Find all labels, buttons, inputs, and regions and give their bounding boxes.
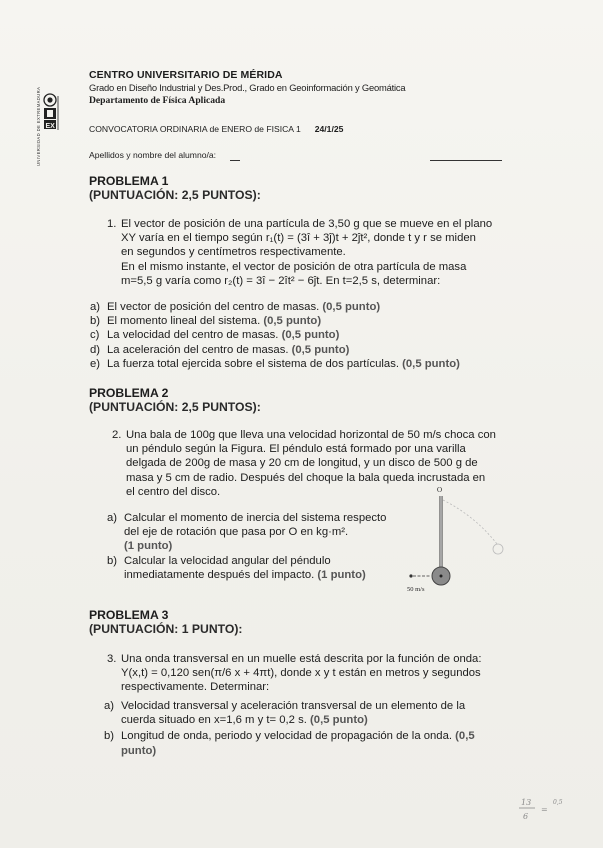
list-item: b) Longitud de onda, periodo y velocidad de propagación de la onda. (0,5 <box>104 730 475 743</box>
degree-programs: Grado en Diseño Industrial y Des.Prod., Grado en Geoinformación y Geomática <box>89 82 406 93</box>
pendulum-figure <box>405 486 517 596</box>
pivot-label: O <box>437 486 443 494</box>
convocatoria-text: CONVOCATORIA ORDINARIA de ENERO de FISICA 1 <box>89 124 301 134</box>
problem-3-points: (PUNTUACIÓN: 1 PUNTO): <box>89 622 243 636</box>
list-item: b) Calcular la velocidad angular del péndulo <box>107 554 331 567</box>
list-item: c) La velocidad del centro de masas. (0,5 punto) <box>90 329 340 342</box>
problem-2-number: 2. <box>112 429 122 441</box>
problem-3-title: PROBLEMA 3 <box>89 608 169 622</box>
problem-2-points: (PUNTUACIÓN: 2,5 PUNTOS): <box>89 400 261 414</box>
svg-text:0,5: 0,5 <box>553 799 563 806</box>
institution-name: CENTRO UNIVERSITARIO DE MÉRIDA <box>89 69 283 81</box>
problem-2-title: PROBLEMA 2 <box>89 386 169 400</box>
problem-2-items: a) Calcular el momento de inercia del sistema respecto del eje de rotación que pasa por O en kg·m². (1 punto) b) Calcular la velocidad angular del péndulo inmediatamente después del impacto. (1 punto) <box>107 512 387 581</box>
problem-2-statement: 2. Una bala de 100g que lleva una velocidad horizontal de 50 m/s choca con un péndulo según la Figura. El péndulo está formado por una varilla delgada de 200g de masa y 20 cm de longitud, y un disco de 500 g de masa y 5 cm de radio. Después del choque la bala queda incrustada en el centro del disco. <box>112 429 496 498</box>
list-item: b) El momento lineal del sistema. (0,5 punto) <box>90 315 322 328</box>
exam-session <box>89 124 343 134</box>
list-item: a) Velocidad transversal y aceleración transversal de un elemento de la <box>104 700 466 712</box>
list-item: a) Calcular el momento de inercia del sistema respecto <box>107 512 387 524</box>
svg-text:EX: EX <box>45 123 55 130</box>
list-item: a) El vector de posición del centro de masas. (0,5 punto) <box>90 301 381 313</box>
problem-3-number: 3. <box>107 653 117 665</box>
list-item: e) La fuerza total ejercida sobre el sistema de dos partículas. (0,5 punto) <box>90 357 460 370</box>
exam-date: 24/1/25 <box>314 124 344 134</box>
svg-text:13: 13 <box>521 798 532 807</box>
svg-text:UNIVERSIDAD DE EXTREMADURA: UNIVERSIDAD DE EXTREMADURA <box>36 86 41 166</box>
svg-text:=: = <box>541 805 548 814</box>
problem-1-items <box>90 300 460 371</box>
problem-3-statement: 3. Una onda transversal en un muelle está descrita por la función de onda: Y(x,t) = 0,120 sen(π/6 x + 4πt), donde x y t están en metros y segundos respectivamente. Determinar: <box>107 653 482 694</box>
problem-1-number: 1. <box>107 218 117 230</box>
velocity-label: 50 m/s <box>407 586 425 593</box>
student-name-line-end[interactable] <box>430 160 502 161</box>
department-name: Departamento de Física Aplicada <box>89 95 226 106</box>
problem-1-statement: 1. El vector de posición de una partícula de 3,50 g que se mueve en el plano XY varía en el tiempo según r₁(t) = (3î + 3ĵ)t + 2ĵt², donde t y r se miden en segundos y centímetros respectivamente. En el mismo instante, el vector de posición de otra partícula de masa m=5,5 g varía como r₂(t) = 3î − 2ît² − 6ĵt. En t=2,5 s, determinar: <box>107 218 493 287</box>
student-name-label: Apellidos y nombre del alumno/a: <box>89 150 217 160</box>
university-logo <box>36 74 80 170</box>
problem-1-title: PROBLEMA 1 <box>89 174 169 188</box>
list-item: d) La aceleración del centro de masas. (0,5 punto) <box>90 343 350 356</box>
handwritten-note <box>517 795 577 825</box>
problem-3-items: a) Velocidad transversal y aceleración transversal de un elemento de la cuerda situado en x=1,6 m y t= 0,2 s. (0,5 punto) b) Longitud de onda, periodo y velocidad de propagación de la onda. (0,5 punto) <box>104 700 475 757</box>
student-name-line[interactable] <box>230 160 240 161</box>
problem-1-points: (PUNTUACIÓN: 2,5 PUNTOS): <box>89 188 261 202</box>
svg-text:6: 6 <box>523 812 529 821</box>
